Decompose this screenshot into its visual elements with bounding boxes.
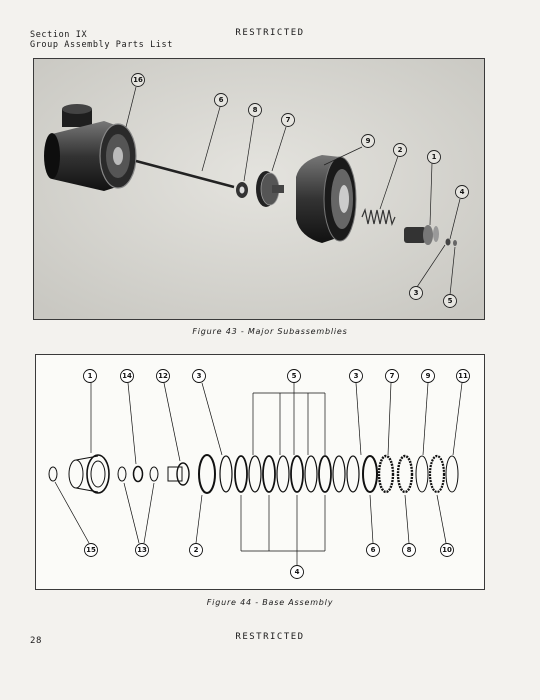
figure-44-caption: Figure 44 - Base Assembly (206, 598, 334, 607)
planet-carrier-part (379, 456, 412, 492)
figure-44-drawing (35, 354, 485, 590)
callout-10: 10 (442, 546, 452, 554)
callout-5: 5 (291, 372, 297, 380)
callout-1: 1 (431, 153, 437, 161)
figure-43-caption: Figure 43 - Major Subassemblies (192, 327, 348, 336)
callout-16: 16 (133, 76, 143, 84)
sun-gear-part (168, 463, 189, 485)
callout-14: 14 (122, 372, 132, 380)
ring-gear-part (199, 455, 215, 493)
page-number: 28 (30, 636, 43, 646)
callout-9: 9 (425, 372, 431, 380)
callout-2: 2 (397, 146, 403, 154)
retainer-ring-part (430, 456, 444, 492)
callout-6: 6 (370, 546, 376, 554)
bearing-part (134, 467, 143, 482)
retainer-ring-part (416, 456, 428, 492)
housing-part (69, 455, 109, 493)
callout-8: 8 (252, 106, 258, 114)
section-label: Section IX (30, 30, 88, 40)
callout-4: 4 (294, 568, 300, 576)
classification-header: RESTRICTED (235, 28, 305, 38)
callout-2: 2 (193, 546, 199, 554)
callout-11: 11 (458, 372, 468, 380)
callout-13: 13 (137, 546, 147, 554)
callout-15: 15 (86, 546, 96, 554)
washer-part (453, 240, 457, 246)
section-subtitle: Group Assembly Parts List (30, 40, 173, 50)
classification-footer: RESTRICTED (235, 632, 305, 642)
callout-5: 5 (447, 297, 453, 305)
callout-3-right: 3 (353, 372, 359, 380)
callout-8: 8 (406, 546, 412, 554)
callout-7: 7 (285, 116, 291, 124)
bearing-part (118, 467, 126, 481)
callout-3: 3 (413, 289, 419, 297)
callout-6: 6 (218, 96, 224, 104)
drum-part (296, 155, 356, 243)
washer-part (446, 239, 451, 246)
clutch-plate-part (220, 456, 359, 492)
washer-part (49, 467, 57, 481)
retainer-ring-part (446, 456, 458, 492)
bearing-part (150, 467, 158, 481)
callout-9: 9 (365, 137, 371, 145)
pressure-ring-part (363, 456, 377, 492)
figure-43-photo (33, 58, 485, 320)
callout-3: 3 (196, 372, 202, 380)
callout-7: 7 (389, 372, 395, 380)
bearing-part (236, 182, 248, 198)
callout-12: 12 (158, 372, 168, 380)
callout-4: 4 (459, 188, 465, 196)
callout-1: 1 (87, 372, 93, 380)
